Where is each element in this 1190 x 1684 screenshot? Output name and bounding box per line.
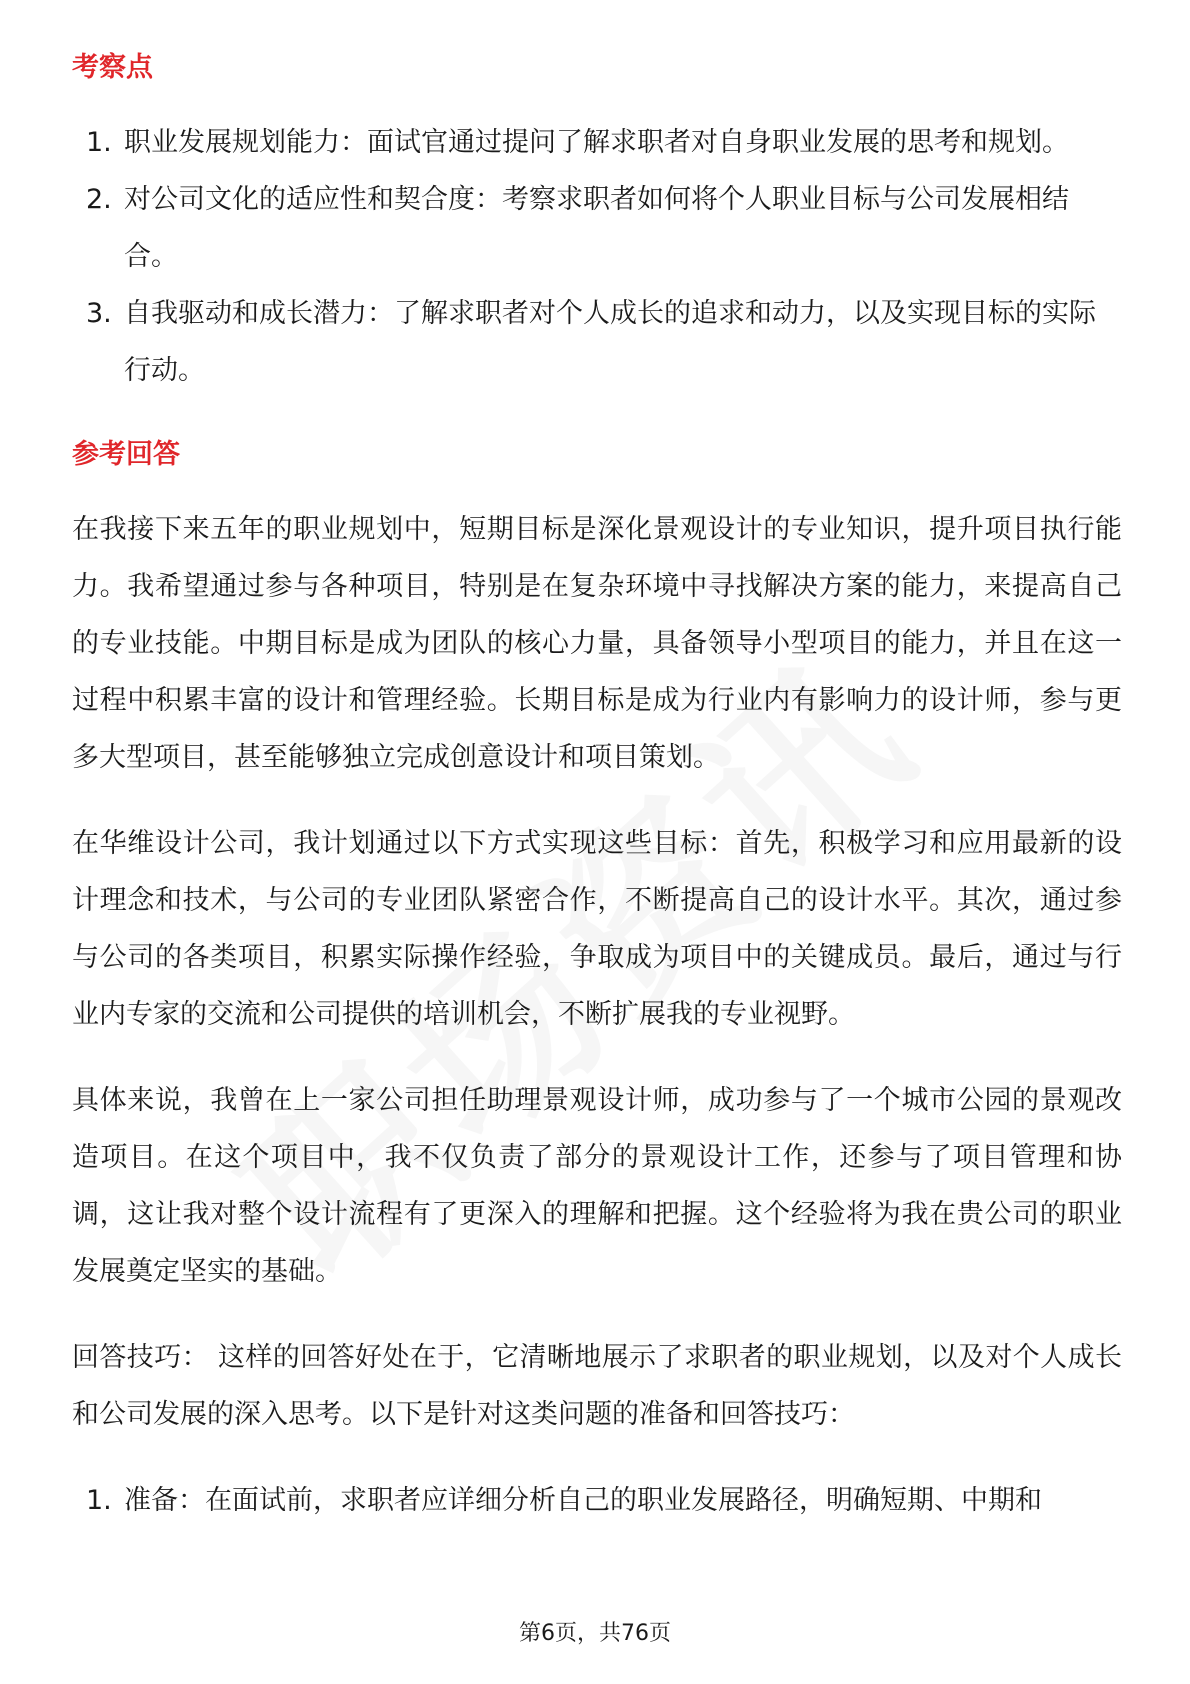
answer-tips-paragraph: 回答技巧： 这样的回答好处在于，它清晰地展示了求职者的职业规划，以及对个人成长和公司发展的深入思考。以下是针对这类问题的准备和回答技巧：	[72, 1342, 1122, 1430]
answer-paragraph: 具体来说，我曾在上一家公司担任助理景观设计师，成功参与了一个城市公园的景观改造项目。在这个项目中，我不仅负责了部分的景观设计工作，还参与了项目管理和协调，这让我对整个设计流程有了更深入的理解和把握。这个经验将为我在贵公司的职业发展奠定坚实的基础。	[72, 1085, 1122, 1287]
answer-paragraph: 在华维设计公司，我计划通过以下方式实现这些目标：首先，积极学习和应用最新的设计理念和技术，与公司的专业团队紧密合作，不断提高自己的设计水平。其次，通过参与公司的各类项目，积累实际操作经验，争取成为项目中的关键成员。最后，通过与行业内专家的交流和公司提供的培训机会，不断扩展我的专业视野。	[72, 828, 1122, 1030]
list-item-text: 职业发展规划能力：面试官通过提问了解求职者对自身职业发展的思考和规划。	[124, 127, 1069, 158]
tips-list	[72, 1472, 1122, 1529]
page-content	[72, 48, 1122, 1529]
list-item	[72, 285, 1122, 399]
list-item-text: 准备：在面试前，求职者应详细分析自己的职业发展路径，明确短期、中期和	[124, 1485, 1042, 1516]
page-number-footer: 第6页，共76页	[519, 1621, 671, 1646]
list-item	[72, 1472, 1122, 1529]
list-item	[72, 171, 1122, 285]
examination-points-list	[72, 114, 1122, 399]
section-heading-examination-points: 考察点	[72, 52, 153, 83]
list-item-number: 2.	[86, 184, 112, 215]
list-item	[72, 114, 1122, 171]
list-item-number: 3.	[86, 298, 112, 329]
list-item-number: 1.	[86, 127, 112, 158]
list-item-text: 自我驱动和成长潜力：了解求职者对个人成长的追求和动力，以及实现目标的实际行动。	[124, 298, 1096, 386]
answer-paragraph: 在我接下来五年的职业规划中，短期目标是深化景观设计的专业知识，提升项目执行能力。我希望通过参与各种项目，特别是在复杂环境中寻找解决方案的能力，来提高自己的专业技能。中期目标是成为团队的核心力量，具备领导小型项目的能力，并且在这一过程中积累丰富的设计和管理经验。长期目标是成为行业内有影响力的设计师，参与更多大型项目，甚至能够独立完成创意设计和项目策划。	[72, 514, 1122, 773]
section-heading-reference-answer: 参考回答	[72, 439, 180, 470]
list-item-text: 对公司文化的适应性和契合度：考察求职者如何将个人职业目标与公司发展相结合。	[124, 184, 1069, 272]
list-item-number: 1.	[86, 1485, 112, 1516]
